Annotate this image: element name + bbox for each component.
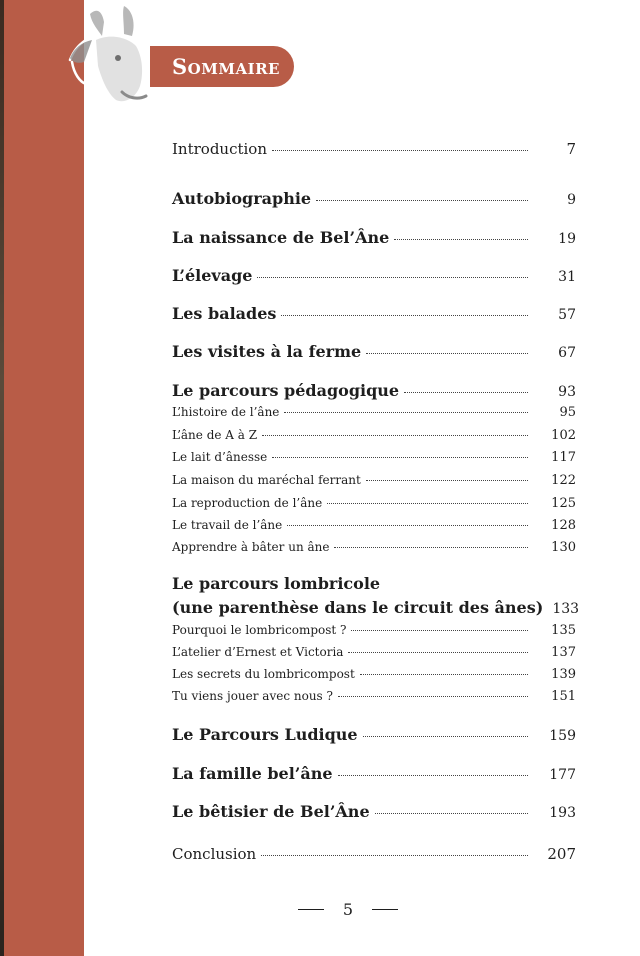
- toc-entry-page: 193: [549, 805, 576, 821]
- toc-entry-page: 125: [551, 496, 576, 511]
- donkey-head-icon: [62, 0, 162, 120]
- toc-subentry: [172, 405, 576, 420]
- dot-leader: [316, 199, 528, 201]
- toc-entry-introduction: [172, 140, 576, 158]
- toc-subentry: [172, 689, 576, 704]
- dot-leader: [394, 238, 528, 240]
- dot-leader: [366, 479, 528, 481]
- toc-entry-page: 177: [549, 767, 576, 783]
- dot-leader: [281, 314, 528, 316]
- toc-entry-page: 93: [558, 384, 576, 400]
- toc-entry-label: L’histoire de l’âne: [172, 405, 280, 419]
- dot-leader: [287, 524, 528, 526]
- toc-subentry: [172, 473, 576, 488]
- toc-entry-page: 130: [551, 540, 576, 555]
- toc-entry-page: 57: [558, 307, 576, 323]
- dot-leader: [261, 854, 528, 856]
- toc-entry-page: 139: [551, 667, 576, 682]
- dot-leader: [351, 629, 528, 631]
- dot-leader: [360, 673, 528, 675]
- toc-entry-label: (une parenthèse dans le circuit des ânes): [172, 598, 544, 617]
- toc-entry-elevage: [172, 266, 576, 285]
- toc-subentry: [172, 496, 576, 511]
- toc-entry-autobiographie: [172, 189, 576, 208]
- toc-entry-lombricole: [172, 598, 580, 617]
- toc-subentry: [172, 428, 576, 443]
- toc-entry-label: Le travail de l’âne: [172, 518, 283, 532]
- toc-entry-page: 207: [547, 845, 576, 863]
- toc-entry-page: 135: [551, 623, 576, 638]
- toc-entry-label: Le Parcours Ludique: [172, 725, 358, 744]
- toc-entry-page: 7: [566, 140, 576, 158]
- toc-entry-label: Introduction: [172, 140, 267, 158]
- dot-leader: [348, 651, 528, 653]
- toc-entry-betisier: [172, 802, 576, 821]
- toc-entry-page: 122: [551, 473, 576, 488]
- dot-leader: [404, 391, 528, 393]
- toc-entry-label: L’âne de A à Z: [172, 428, 258, 442]
- dot-leader: [363, 735, 528, 737]
- dot-leader: [338, 695, 528, 697]
- toc-entry-page: 31: [558, 269, 576, 285]
- footer-dash-right: [372, 909, 398, 910]
- toc-entry-label: Le lait d’ânesse: [172, 450, 268, 464]
- toc-entry-label: L’élevage: [172, 266, 253, 285]
- toc-entry-page: 102: [551, 428, 576, 443]
- toc-entry-label: Tu viens jouer avec nous ?: [172, 689, 333, 703]
- toc-entry-page: 128: [551, 518, 576, 533]
- toc-entry-ludique: [172, 725, 576, 744]
- toc-entry-label: La reproduction de l’âne: [172, 496, 323, 510]
- dot-leader: [257, 276, 528, 278]
- toc-subentry: [172, 450, 576, 465]
- dot-leader: [272, 456, 528, 458]
- toc-entry-page: 133: [552, 601, 580, 617]
- dot-leader: [272, 149, 528, 151]
- page-number: 5: [342, 900, 354, 919]
- toc-entry-visites: [172, 342, 576, 361]
- page-title: Sommaire: [172, 54, 280, 79]
- dot-leader: [262, 434, 528, 436]
- toc-entry-label: Les secrets du lombricompost: [172, 667, 355, 681]
- toc-entry-naissance: [172, 228, 576, 247]
- toc-entry-label: L’atelier d’Ernest et Victoria: [172, 645, 344, 659]
- toc-entry-page: 9: [567, 192, 576, 208]
- toc-entry-label: Les balades: [172, 304, 277, 323]
- toc-subentry: [172, 518, 576, 533]
- toc-entry-label: Les visites à la ferme: [172, 342, 362, 361]
- dot-leader: [284, 411, 528, 413]
- toc-entry-label: Pourquoi le lombricompost ?: [172, 623, 347, 637]
- toc-entry-label: La maison du maréchal ferrant: [172, 473, 361, 487]
- toc-entry-label: Conclusion: [172, 845, 257, 863]
- dot-leader: [375, 812, 528, 814]
- toc-entry-page: 117: [551, 450, 576, 465]
- toc-entry-label: Le bêtisier de Bel’Âne: [172, 802, 370, 821]
- sommaire-title-badge: [150, 46, 294, 87]
- page-footer: [298, 900, 398, 919]
- toc-entry-page: 159: [549, 728, 576, 744]
- dot-leader: [366, 352, 528, 354]
- toc-subentry: [172, 623, 576, 638]
- toc-subentry: [172, 540, 576, 555]
- toc-subentry: [172, 667, 576, 682]
- toc-entry-lombricole-title: Le parcours lombricole: [172, 574, 381, 593]
- footer-dash-left: [298, 909, 324, 910]
- toc-subentry: [172, 645, 576, 660]
- toc-entry-page: 151: [551, 689, 576, 704]
- toc-entry-page: 67: [558, 345, 576, 361]
- toc-entry-page: 95: [559, 405, 576, 420]
- toc-entry-conclusion: [172, 845, 576, 863]
- toc-entry-page: 19: [558, 231, 576, 247]
- toc-entry-label: La famille bel’âne: [172, 764, 333, 783]
- dot-leader: [334, 546, 528, 548]
- toc-entry-label: La naissance de Bel’Âne: [172, 228, 390, 247]
- toc-entry-label: Autobiographie: [172, 189, 312, 208]
- toc-entry-famille: [172, 764, 576, 783]
- dot-leader: [327, 502, 528, 504]
- toc-entry-pedagogique: [172, 381, 576, 400]
- toc-entry-balades: [172, 304, 576, 323]
- dot-leader: [338, 774, 528, 776]
- toc-entry-label: Apprendre à bâter un âne: [172, 540, 330, 554]
- side-band: [4, 0, 84, 956]
- toc-entry-label: Le parcours pédagogique: [172, 381, 400, 400]
- toc-entry-page: 137: [551, 645, 576, 660]
